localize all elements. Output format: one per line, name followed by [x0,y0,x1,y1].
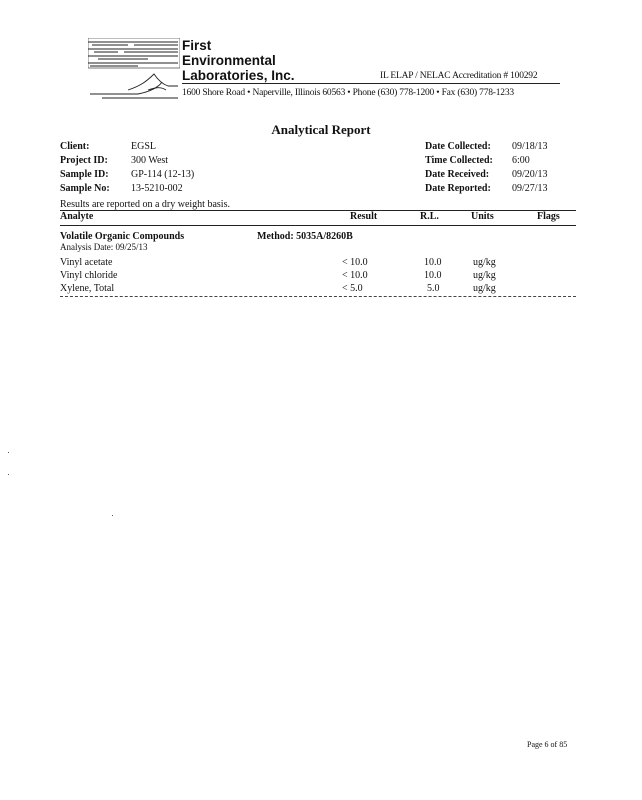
row-3-units: ug/kg [473,283,496,294]
row-3-rl: 5.0 [427,283,440,294]
scan-speck [8,452,9,453]
sample-no-label: Sample No: [60,183,110,194]
date-reported-value: 09/27/13 [512,183,548,194]
col-header-units: Units [471,211,494,222]
row-2-rl: 10.0 [424,270,442,281]
row-3-result: < 5.0 [342,283,363,294]
col-header-analyte: Analyte [60,211,94,222]
company-name [182,38,295,83]
row-3-analyte: Xylene, Total [60,283,115,294]
table-header-rule [60,225,576,226]
section-title: Volatile Organic Compounds [60,231,185,242]
date-received-value: 09/20/13 [512,169,548,180]
letterhead-divider [182,83,560,84]
analysis-date: Analysis Date: 09/25/13 [60,242,148,252]
accreditation-text: IL ELAP / NELAC Accreditation # 100292 [380,71,538,81]
company-name-line-1: First [182,38,212,53]
basis-note: Results are reported on a dry weight basis. [60,199,230,210]
project-id-label: Project ID: [60,155,108,166]
date-received-label: Date Received: [425,169,490,180]
col-header-rl: R.L. [420,211,439,222]
row-2-result: < 10.0 [342,270,368,281]
client-value: EGSL [131,141,156,152]
col-header-flags: Flags [537,211,560,222]
row-2-units: ug/kg [473,270,496,281]
time-collected-label: Time Collected: [425,155,493,166]
company-name-line-2: Environmental [182,53,276,68]
row-1-units: ug/kg [473,257,496,268]
date-reported-label: Date Reported: [425,183,491,194]
scan-speck [112,515,113,516]
row-2-analyte: Vinyl chloride [60,270,118,281]
sample-id-value: GP-114 (12-13) [131,169,195,180]
row-1-analyte: Vinyl acetate [60,257,113,268]
sample-no-value: 13-5210-002 [131,183,183,194]
page-number: Page 6 of 85 [527,740,568,749]
company-logo [88,38,180,104]
method-label: Method: 5035A/8260B [257,231,353,242]
col-header-result: Result [350,211,378,222]
time-collected-value: 6:00 [512,155,530,166]
client-label: Client: [60,141,90,152]
date-collected-label: Date Collected: [425,141,491,152]
table-top-rule [60,210,576,211]
table-bottom-rule [60,296,576,297]
date-collected-value: 09/18/13 [512,141,548,152]
project-id-value: 300 West [131,155,169,166]
row-1-rl: 10.0 [424,257,442,268]
sample-id-label: Sample ID: [60,169,109,180]
report-title: Analytical Report [271,122,371,137]
company-name-line-3: Laboratories, Inc. [182,68,295,83]
row-1-result: < 10.0 [342,257,368,268]
scan-speck [8,474,9,475]
company-address: 1600 Shore Road • Naperville, Illinois 60563 • Phone (630) 778-1200 • Fax (630) 778-1233 [182,88,514,98]
